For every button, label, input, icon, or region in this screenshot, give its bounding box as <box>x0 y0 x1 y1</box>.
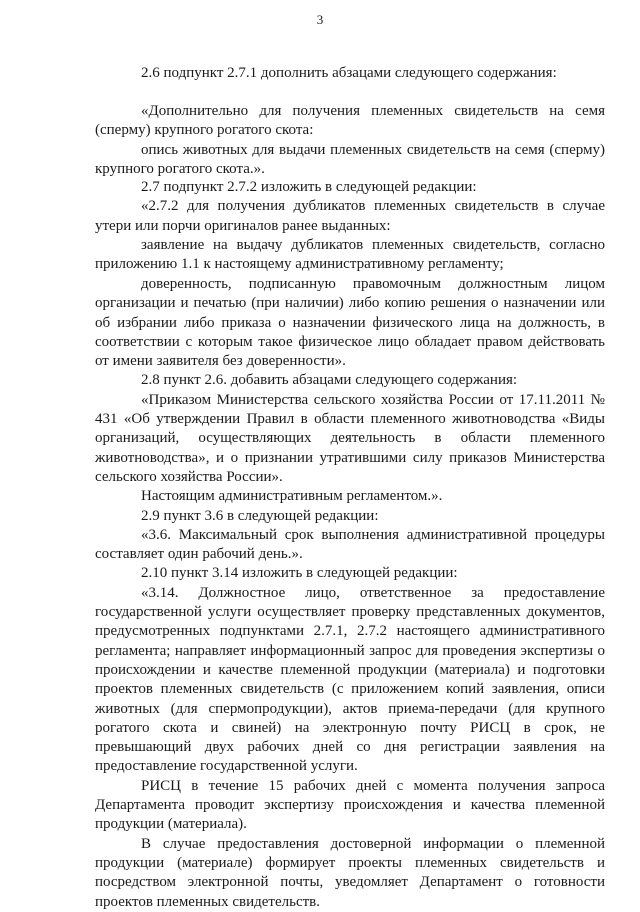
paragraph-3-14: «3.14. Должностное лицо, ответственное за предоставление государственной услуги осуществляет проверку представленных документов, предусмотренных подпунктами 2.7.1, 2.7.2 настоящего административного регламента; направляет информационный запрос для проведения экспертизы о происхождении и качестве племенной продукции (материала) и подготовки проектов племенных свидетельств (с приложением копий заявления, описи животных (для спермопродукции), актов приема-передачи (для крупного рогатого скота и свиней) на электронную почту РИСЦ в срок, не превышающий двух рабочих дней со дня регистрации заявления на предоставление государственной услуги. <box>95 584 605 775</box>
amendment-2-7 <box>95 178 605 274</box>
paragraph-duplicate-application: заявление на выдачу дубликатов племенных свидетельств, согласно приложению 1.1 к настоящему административному регламенту; <box>95 236 605 273</box>
paragraph-regulation: Настоящим административным регламентом.». <box>141 488 443 505</box>
paragraph-inventory: опись животных для выдачи племенных свидетельств на семя (сперму) крупного рогатого скота.». <box>95 141 605 177</box>
paragraph-2-7-2: «2.7.2 для получения дубликатов племенных свидетельств в случае утери или порчи оригиналов ранее выданных: <box>95 198 605 234</box>
paragraph-2-10-heading: 2.10 пункт 3.14 изложить в следующей редакции: <box>141 565 458 582</box>
paragraph-reliable-info: В случае предоставления достоверной информации о племенной продукции (материале) формирует проекты племенных свидетельств и посредством электронной почты, уведомляет Департамент о готовности проектов племенных свидетельств. <box>95 835 605 910</box>
paragraph-2-6-heading: 2.6 подпункт 2.7.1 дополнить абзацами следующего содержания: <box>141 65 557 81</box>
amendment-2-6-text <box>95 102 605 179</box>
amendment-2-6 <box>95 64 605 83</box>
amendment-2-7-continued <box>95 275 605 912</box>
paragraph-2-8-heading: 2.8 пункт 2.6. добавить абзацами следующего содержания: <box>141 372 518 389</box>
paragraph-2-9-heading: 2.9 пункт 3.6 в следующей редакции: <box>141 507 379 524</box>
paragraph-ministry-order: «Приказом Министерства сельского хозяйства России от 17.11.2011 № 431 «Об утверждении Правил в области племенного животноводства «Виды организаций, осуществляющих деятельность в области племенного животноводства», и о признании утратившими силу приказов Министерства сельского хозяйства России». <box>95 391 605 485</box>
paragraph-additional-semen: «Дополнительно для получения племенных свидетельств на семя (сперму) крупного рогатого скота: <box>95 103 605 139</box>
paragraph-3-6: «3.6. Максимальный срок выполнения административной процедуры составляет один рабочий день.». <box>95 526 605 563</box>
paragraph-2-7-heading: 2.7 подпункт 2.7.2 изложить в следующей редакции: <box>141 179 477 195</box>
page-number: 3 <box>316 12 324 27</box>
paragraph-power-of-attorney: доверенность, подписанную правомочным должностным лицом организации и печатью (при наличии) либо копию решения о назначении или об избрании либо приказа о назначении физического лица на должность, в соответствии с которым такое физическое лицо обладает правом действовать от имени заявителя без доверенности». <box>95 276 605 370</box>
paragraph-risc: РИСЦ в течение 15 рабочих дней с момента получения запроса Департамента проводит экспертизу происхождения и качества племенной продукции (материала). <box>95 777 605 833</box>
